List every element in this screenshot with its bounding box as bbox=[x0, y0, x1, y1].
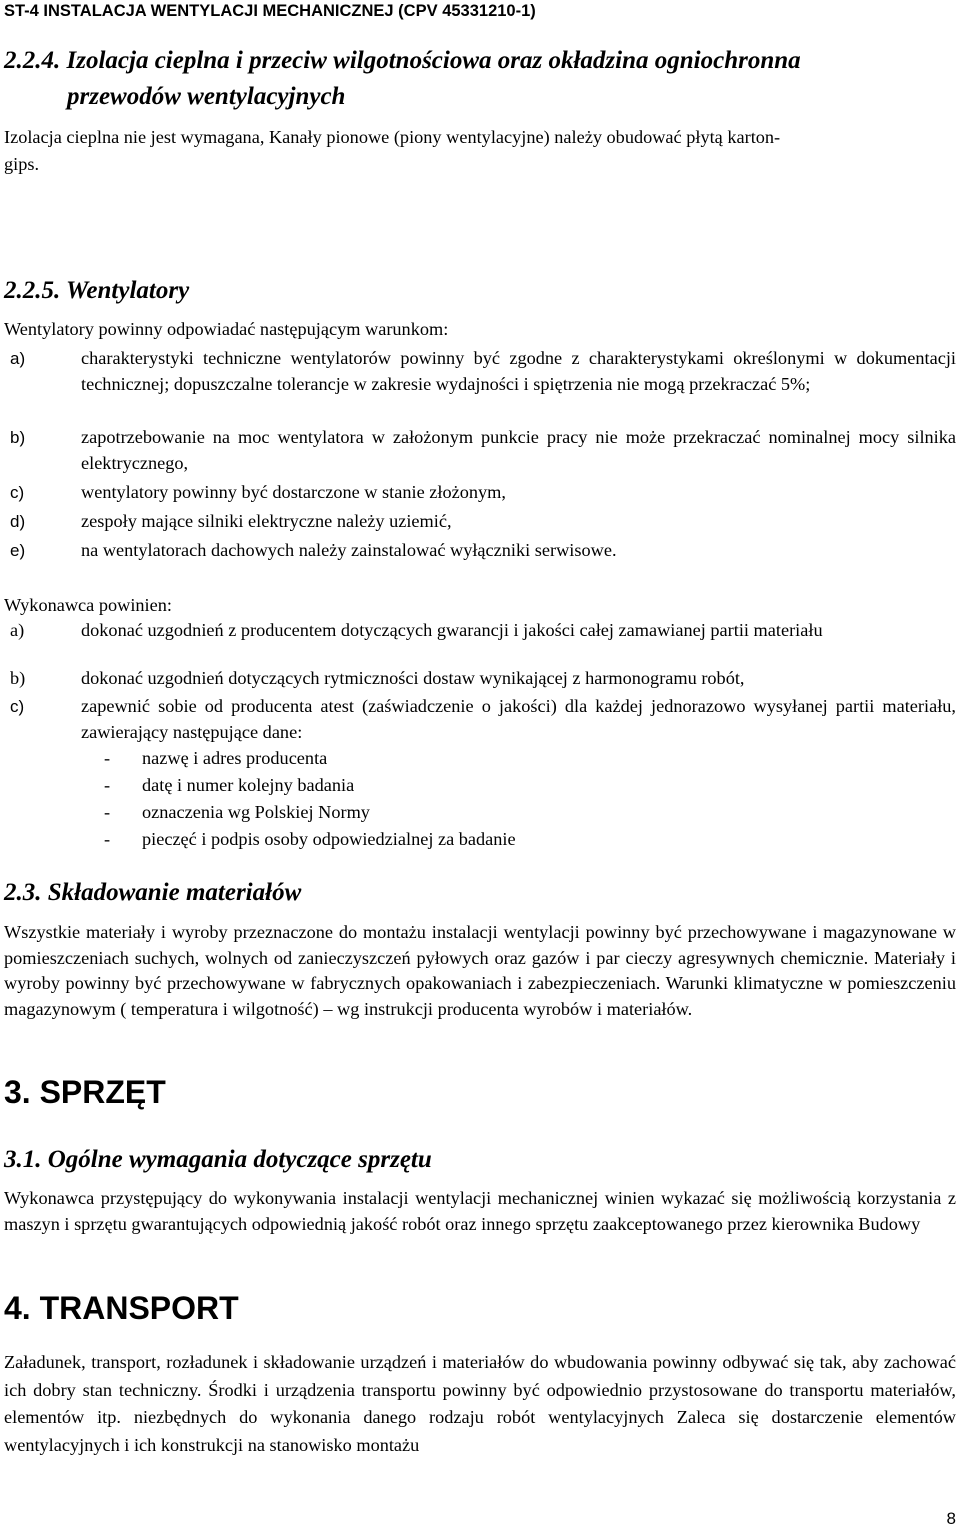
section-2-2-4-text-line1: Izolacja cieplna nie jest wymagana, Kanały pionowe (piony wentylacyjne) należy obudować płytą karton- bbox=[4, 127, 781, 147]
dash-list-item bbox=[104, 746, 327, 772]
section-2-2-4-text-line2: gips. bbox=[4, 154, 40, 174]
list-item bbox=[10, 694, 956, 745]
section-2-3-text: Wszystkie materiały i wyroby przeznaczone do montażu instalacji wentylacji powinny być przechowywane i magazynowane w pomieszczeniach suchych, wolnych od zanieczyszczeń pyłowych oraz gazów i par cieczy agresywnych chemicznie. Materiały i wyroby powinny być przechowywane w fabrycznych opakowaniach i zabezpieczeniach. Warunki klimatyczne w pomieszczeniu magazynowym ( temperatura i wilgotność) – wg instrukcji producenta wyrobów i materiałów. bbox=[4, 922, 956, 1019]
dash-list-item-text: pieczęć i podpis osoby odpowiedzialnej za badanie bbox=[142, 829, 516, 849]
dash-list-item-text: datę i numer kolejny badania bbox=[142, 775, 355, 795]
list-item bbox=[10, 618, 956, 644]
section-2-3-title: 2.3. Składowanie materiałów bbox=[4, 879, 302, 906]
list-item-text: dokonać uzgodnień dotyczących rytmiczności dostaw wynikającej z harmonogramu robót, bbox=[81, 668, 745, 688]
list-marker: e) bbox=[10, 541, 26, 560]
dash-list-item bbox=[104, 827, 516, 853]
list-item bbox=[10, 480, 956, 506]
section-2-2-4-title-line1: 2.2.4. Izolacja cieplna i przeciw wilgotnościowa oraz okładzina ogniochronna bbox=[4, 47, 801, 74]
section-3-1-text: Wykonawca przystępujący do wykonywania instalacji wentylacji mechanicznej winien wykazać się możliwością korzystania z maszyn i sprzętu gwarantujących odpowiednią jakość robót oraz innego sprzętu zaakceptowanego przez kierownika Budowy bbox=[4, 1188, 956, 1234]
list-item bbox=[10, 346, 956, 397]
list-item-text: dokonać uzgodnień z producentem dotyczących gwarancji i jakości całej zamawianej partii materiału bbox=[81, 620, 823, 640]
list-marker: b) bbox=[10, 428, 26, 447]
section-4-title: 4. TRANSPORT bbox=[4, 1290, 239, 1326]
dash-list-item bbox=[104, 773, 354, 799]
section-3-1-title: 3.1. Ogólne wymagania dotyczące sprzętu bbox=[4, 1146, 432, 1173]
list-marker: a) bbox=[10, 620, 25, 640]
list-marker: d) bbox=[10, 512, 26, 531]
dash-bullet: - bbox=[104, 775, 111, 795]
list-item bbox=[10, 666, 956, 692]
list-item bbox=[10, 509, 956, 535]
document-header: ST-4 INSTALACJA WENTYLACJI MECHANICZNEJ (CPV 45331210-1) bbox=[4, 2, 536, 20]
list-item-text: charakterystyki techniczne wentylatorów powinny być zgodne z charakterystykami określonymi w dokumentacji technicznej; dopuszczalne tolerancje w zakresie wydajności i spiętrzenia nie mogą przekraczać 5%; bbox=[81, 348, 956, 394]
list-item bbox=[10, 538, 956, 564]
list-item-text: wentylatory powinny być dostarczone w stanie złożonym, bbox=[81, 482, 506, 502]
section-4-text: Załadunek, transport, rozładunek i składowanie urządzeń i materiałów do wbudowania powinny odbywać się tak, aby zachować ich dobry stan techniczny. Środki i urządzenia transportu powinny być odpowiednio przystosowane do transportu materiałów, elementów itp. niezbędnych do wykonania danego rodzaju robót wentylacyjnych Zaleca się dostarczenie elementów wentylacyjnych i ich konstrukcji na stanowisko montażu bbox=[4, 1352, 956, 1455]
list-marker: a) bbox=[10, 349, 26, 368]
list-marker: b) bbox=[10, 668, 26, 688]
list-marker: c) bbox=[10, 483, 25, 502]
dash-list-item-text: nazwę i adres producenta bbox=[142, 748, 328, 768]
page-number: 8 bbox=[946, 1509, 956, 1528]
dash-bullet: - bbox=[104, 829, 111, 849]
dash-list-item bbox=[104, 800, 370, 826]
dash-list-item-text: oznaczenia wg Polskiej Normy bbox=[142, 802, 370, 822]
section-2-2-4-title-line2: przewodów wentylacyjnych bbox=[67, 83, 346, 110]
list-item-text: zespoły mające silniki elektryczne należy uziemić, bbox=[81, 511, 452, 531]
section-3-title: 3. SPRZĘT bbox=[4, 1074, 166, 1110]
list-item-text: na wentylatorach dachowych należy zainstalować wyłączniki serwisowe. bbox=[81, 540, 617, 560]
dash-bullet: - bbox=[104, 748, 111, 768]
list-item-text: zapewnić sobie od producenta atest (zaświadczenie o jakości) dla każdej jednorazowo wysyłanej partii materiału, zawierający następujące dane: bbox=[81, 696, 956, 742]
list-marker: c) bbox=[10, 697, 25, 716]
section-2-2-5-title: 2.2.5. Wentylatory bbox=[4, 277, 190, 304]
list-item-text: zapotrzebowanie na moc wentylatora w założonym punkcie pracy nie może przekraczać nominalnej mocy silnika elektrycznego, bbox=[81, 427, 956, 473]
contractor-intro: Wykonawca powinien: bbox=[4, 595, 172, 615]
list-item bbox=[10, 425, 956, 476]
section-2-2-5-intro: Wentylatory powinny odpowiadać następującym warunkom: bbox=[4, 319, 449, 339]
dash-bullet: - bbox=[104, 802, 111, 822]
